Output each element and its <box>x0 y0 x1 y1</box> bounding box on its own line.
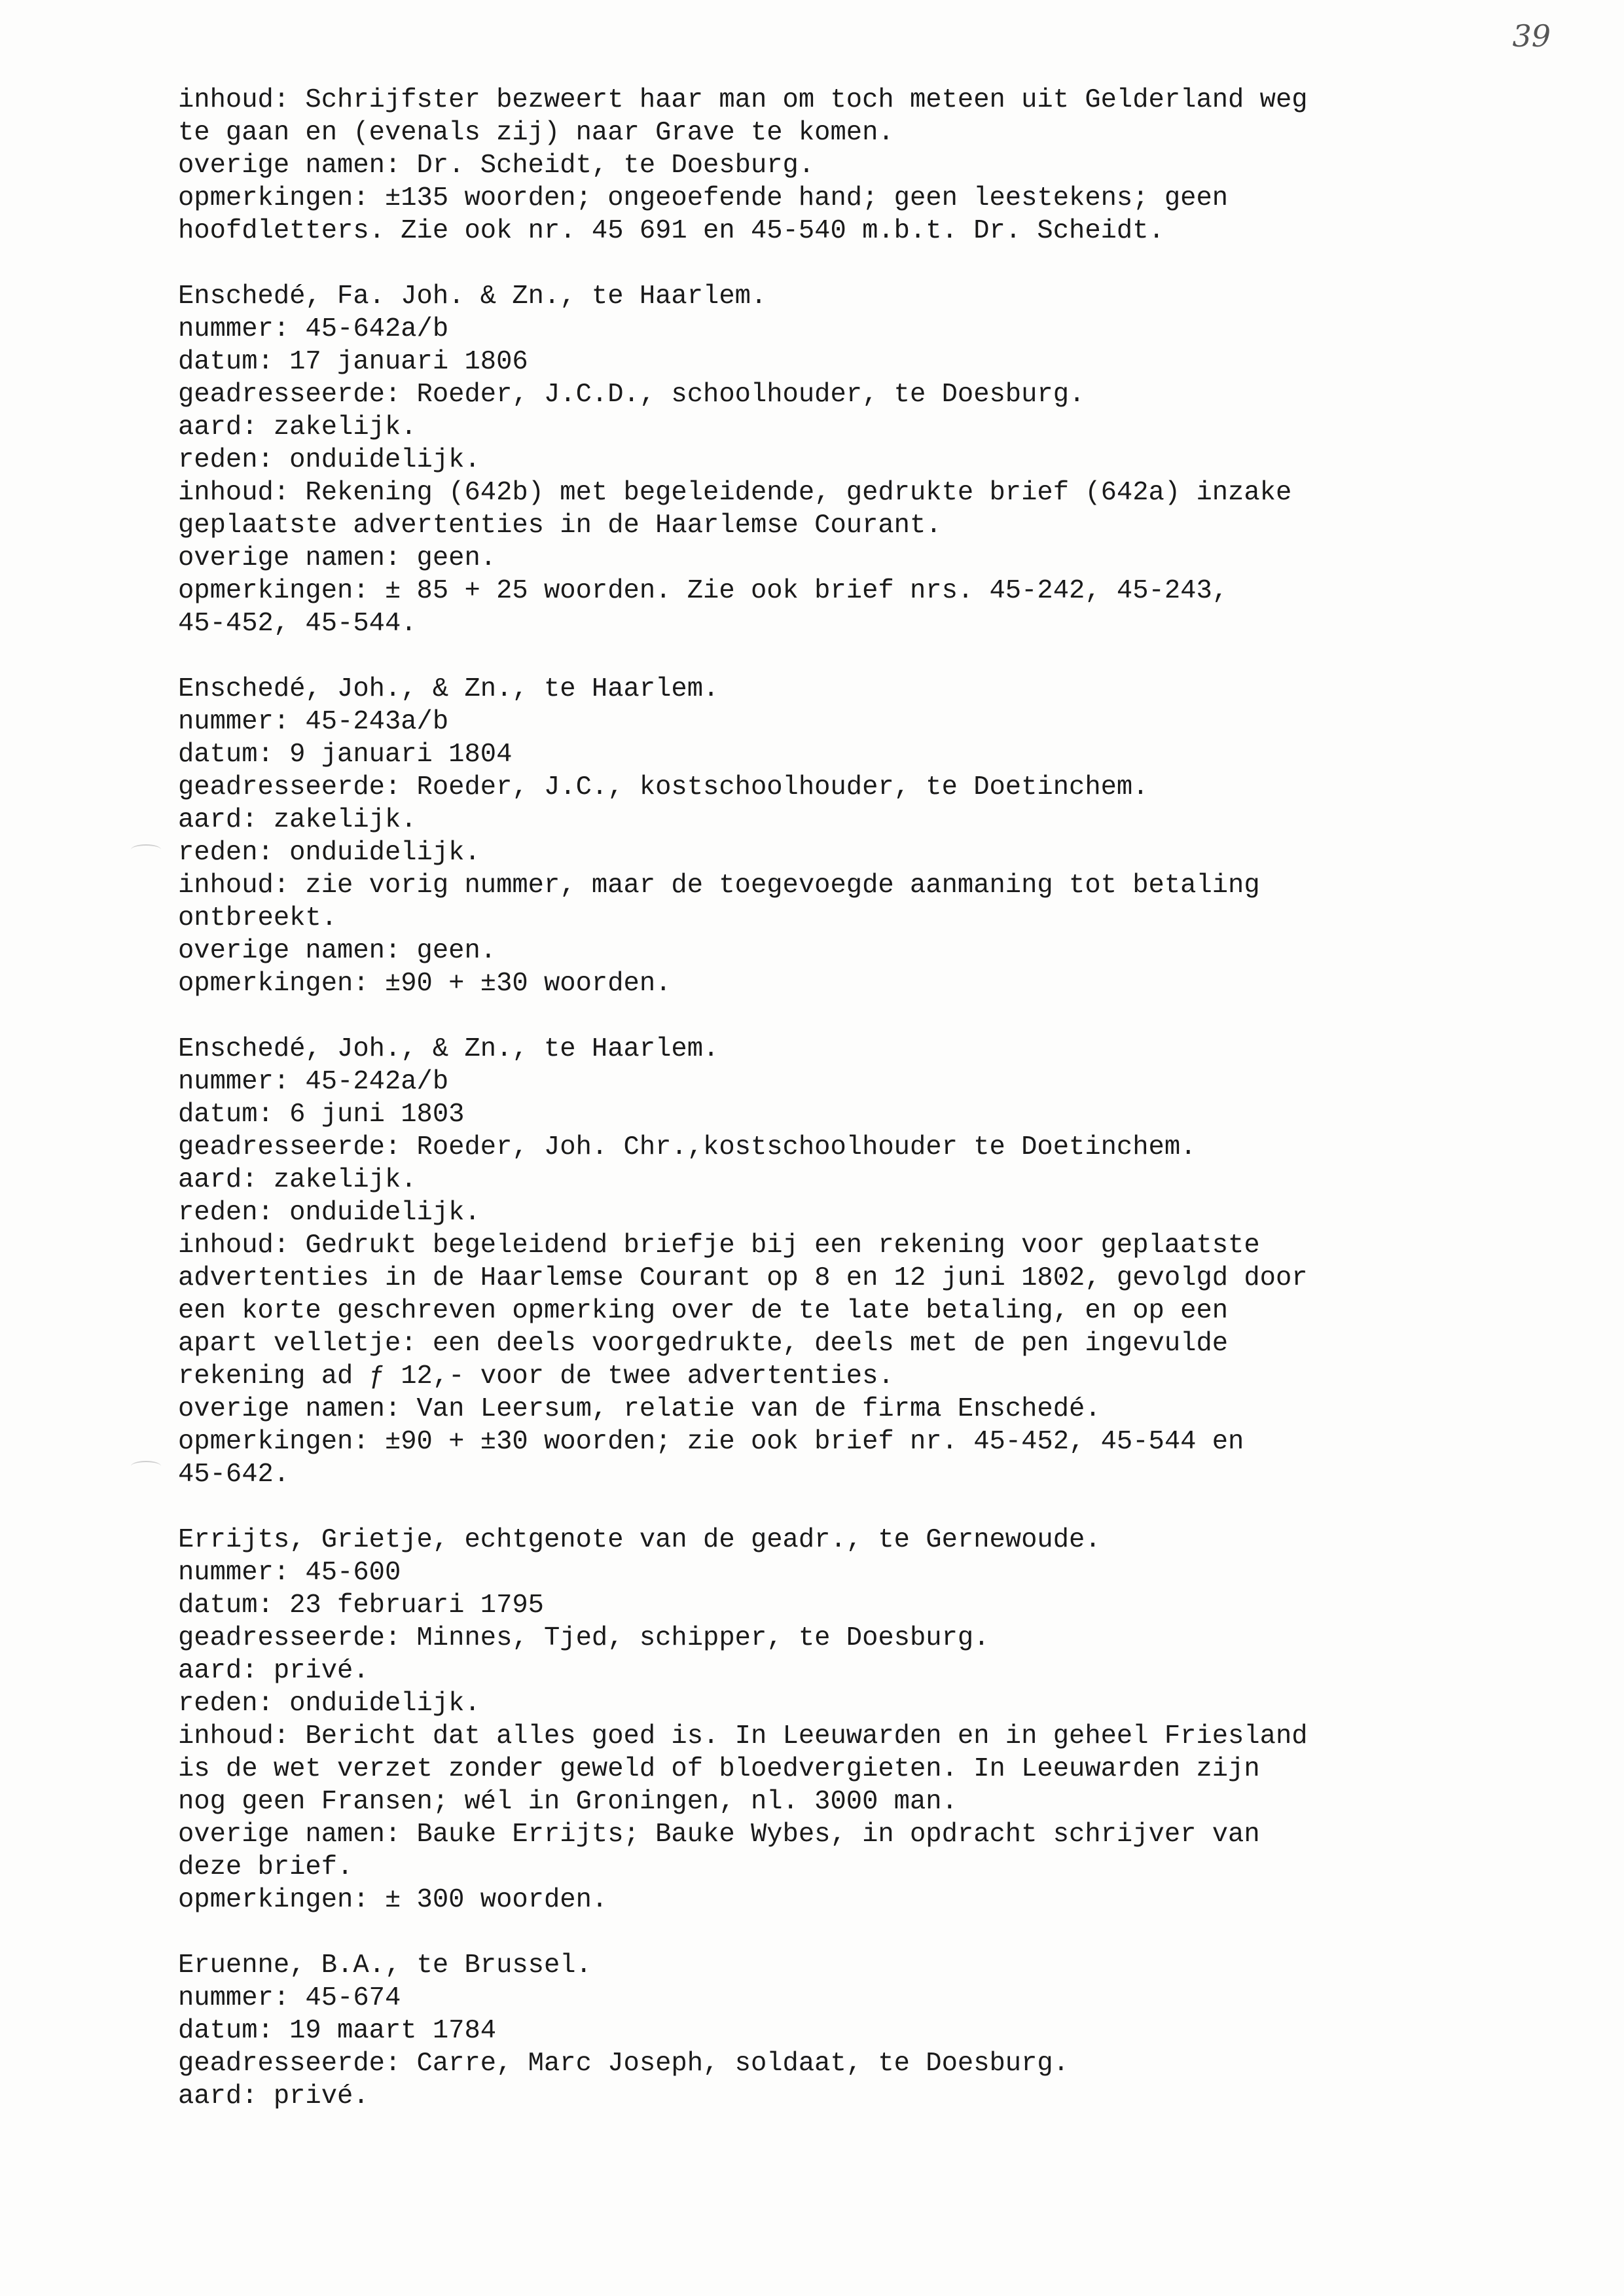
entry-line: datum: 19 maart 1784 <box>178 2016 497 2046</box>
entry-line: datum: 9 januari 1804 <box>178 740 513 770</box>
entry-line: is de wet verzet zonder geweld of bloedvergieten. In Leeuwarden zijn <box>178 1754 1260 1784</box>
entry-line: opmerkingen: ±90 + ±30 woorden; zie ook brief nr. 45-452, 45-544 en <box>178 1427 1244 1457</box>
entry-line: ontbreekt. <box>178 903 338 933</box>
entry-line: 45-642. <box>178 1460 290 1490</box>
scan-mark <box>131 844 161 855</box>
entry-line: overige namen: geen. <box>178 936 497 966</box>
entry-heading: Enschedé, Joh., & Zn., te Haarlem. <box>178 674 719 704</box>
entry-line: opmerkingen: ±90 + ±30 woorden. <box>178 969 672 999</box>
entry-line: aard: zakelijk. <box>178 805 417 835</box>
entry-heading: Enschedé, Fa. Joh. & Zn., te Haarlem. <box>178 281 767 312</box>
entry-line: datum: 17 januari 1806 <box>178 347 528 377</box>
catalogue-entry <box>178 280 1487 640</box>
entry-line: inhoud: Bericht dat alles goed is. In Leeuwarden en in geheel Friesland <box>178 1721 1308 1751</box>
entry-line: geplaatste advertenties in de Haarlemse Courant. <box>178 511 942 541</box>
entry-line: reden: onduidelijk. <box>178 838 480 868</box>
entry-line: 45-452, 45-544. <box>178 609 417 639</box>
catalogue-entry <box>178 673 1487 1000</box>
entry-line: nummer: 45-674 <box>178 1983 401 2013</box>
catalogue-entry <box>178 1524 1487 1916</box>
entry-line: datum: 6 juni 1803 <box>178 1100 465 1130</box>
entry-line: inhoud: Rekening (642b) met begeleidende, gedrukte brief (642a) inzake <box>178 478 1292 508</box>
entry-line: aard: privé. <box>178 1656 369 1686</box>
entry-heading: Errijts, Grietje, echtgenote van de geadr., te Gernewoude. <box>178 1525 1101 1555</box>
entry-line: overige namen: Van Leersum, relatie van de firma Enschedé. <box>178 1394 1101 1424</box>
entry-line: inhoud: Gedrukt begeleidend briefje bij een rekening voor geplaatste <box>178 1230 1260 1261</box>
entry-line: inhoud: zie vorig nummer, maar de toegevoegde aanmaning tot betaling <box>178 870 1260 901</box>
entry-line: inhoud: Schrijfster bezweert haar man om toch meteen uit Gelderland weg <box>178 85 1308 115</box>
entry-line: een korte geschreven opmerking over de te late betaling, en op een <box>178 1296 1229 1326</box>
entry-line: nummer: 45-600 <box>178 1558 401 1588</box>
page-number: 39 <box>1512 18 1551 54</box>
entry-line: nummer: 45-642a/b <box>178 314 449 344</box>
catalogue-text <box>178 84 1487 2145</box>
catalogue-entry <box>178 84 1487 247</box>
entry-line: apart velletje: een deels voorgedrukte, deels met de pen ingevulde <box>178 1329 1229 1359</box>
entry-line: geadresseerde: Carre, Marc Joseph, soldaat, te Doesburg. <box>178 2049 1070 2079</box>
entry-heading: Enschedé, Joh., & Zn., te Haarlem. <box>178 1034 719 1064</box>
entry-line: nog geen Fransen; wél in Groningen, nl. 3000 man. <box>178 1787 958 1817</box>
catalogue-entry <box>178 1033 1487 1491</box>
entry-line: reden: onduidelijk. <box>178 1198 480 1228</box>
entry-line: nummer: 45-242a/b <box>178 1067 449 1097</box>
entry-line: opmerkingen: ± 85 + 25 woorden. Zie ook brief nrs. 45-242, 45-243, <box>178 576 1229 606</box>
entry-line: geadresseerde: Roeder, J.C.D., schoolhouder, te Doesburg. <box>178 380 1085 410</box>
entry-line: aard: zakelijk. <box>178 412 417 442</box>
entry-line: hoofdletters. Zie ook nr. 45 691 en 45-540 m.b.t. Dr. Scheidt. <box>178 216 1164 246</box>
entry-line: rekening ad ƒ 12,- voor de twee advertenties. <box>178 1361 894 1391</box>
entry-line: overige namen: Bauke Errijts; Bauke Wybes, in opdracht schrijver van <box>178 1820 1260 1850</box>
entry-line: opmerkingen: ±135 woorden; ongeoefende hand; geen leestekens; geen <box>178 183 1229 213</box>
entry-line: datum: 23 februari 1795 <box>178 1590 544 1621</box>
entry-line: geadresseerde: Minnes, Tjed, schipper, te Doesburg. <box>178 1623 990 1653</box>
entry-line: opmerkingen: ± 300 woorden. <box>178 1885 608 1915</box>
entry-line: advertenties in de Haarlemse Courant op 8 en 12 juni 1802, gevolgd door <box>178 1263 1308 1293</box>
scan-mark <box>131 1461 161 1471</box>
catalogue-entry <box>178 1949 1487 2113</box>
entry-line: reden: onduidelijk. <box>178 1689 480 1719</box>
entry-line: overige namen: Dr. Scheidt, te Doesburg. <box>178 151 815 181</box>
entry-line: geadresseerde: Roeder, Joh. Chr.,kostschoolhouder te Doetinchem. <box>178 1132 1197 1162</box>
entry-heading: Eruenne, B.A., te Brussel. <box>178 1950 592 1981</box>
entry-line: aard: privé. <box>178 2081 369 2111</box>
entry-line: nummer: 45-243a/b <box>178 707 449 737</box>
entry-line: overige namen: geen. <box>178 543 497 573</box>
entry-line: aard: zakelijk. <box>178 1165 417 1195</box>
entry-line: geadresseerde: Roeder, J.C., kostschoolhouder, te Doetinchem. <box>178 772 1149 802</box>
entry-line: te gaan en (evenals zij) naar Grave te komen. <box>178 118 894 148</box>
entry-line: deze brief. <box>178 1852 353 1882</box>
entry-line: reden: onduidelijk. <box>178 445 480 475</box>
